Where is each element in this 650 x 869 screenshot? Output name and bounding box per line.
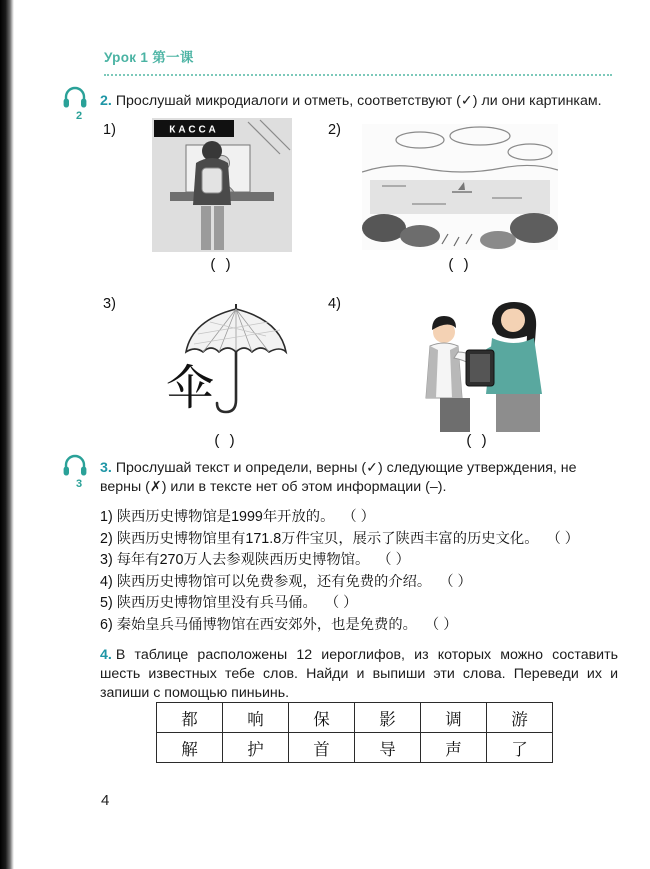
statement-text: 秦始皇兵马俑博物馆在西安郊外，也是免费的。 (116, 616, 417, 633)
table-cell: 响 (223, 703, 289, 733)
picture3-label: 3) (103, 296, 116, 312)
table-cell: 了 (487, 733, 553, 763)
statement-text: 陕西历史博物馆可以免费参观，还有免费的介绍。 (116, 573, 432, 590)
task4-instruction (100, 646, 618, 704)
statement-answer-brackets: （ ） (439, 573, 472, 590)
task4-text: В таблице расположены 12 иероглифов, из которых можно составить шесть известных тебе слов. Найди и выпиши эти слова. Переведи их и запиши с помощью пиньинь. (100, 647, 618, 702)
page-number: 4 (101, 792, 110, 809)
statement-row (100, 550, 630, 572)
umbrella-illustration (158, 294, 294, 432)
task2-instruction (100, 92, 618, 111)
statement-row (100, 615, 630, 637)
picture4-label: 4) (328, 296, 341, 312)
table-cell: 解 (157, 733, 223, 763)
headphones-icon (61, 452, 89, 477)
picture2-label: 2) (328, 122, 341, 138)
statement-row (100, 529, 630, 551)
statement-answer-brackets: （ ） (546, 530, 580, 547)
statement-answer-brackets: （ ） (342, 509, 375, 525)
picture4-answer-brackets: ( ) (466, 432, 490, 449)
book-binding-strip (0, 0, 14, 869)
headphones-icon (61, 84, 89, 109)
task4-number: 4. (100, 647, 112, 663)
kassa-sign: КАССА (169, 124, 219, 136)
table-row (157, 733, 553, 763)
statement-row (100, 593, 630, 615)
picture4-box (392, 288, 564, 437)
picture1-label: 1) (103, 122, 116, 138)
cashier-scene-illustration (152, 118, 292, 252)
table-cell: 影 (355, 703, 421, 733)
picture2-box (362, 124, 558, 255)
statement-answer-brackets: （ ） (377, 552, 410, 568)
table-cell: 护 (223, 733, 289, 763)
statement-label: 6) (100, 616, 113, 633)
picture3-box (158, 294, 294, 437)
statement-answer-brackets: （ ） (324, 595, 358, 611)
table-cell: 保 (289, 703, 355, 733)
audio-track-number: 2 (75, 110, 83, 122)
characters-table (156, 702, 553, 763)
statement-text: 陕西历史博物馆是1999年开放的。 (116, 509, 335, 525)
statement-label: 4) (100, 573, 113, 590)
umbrella-hanzi: 伞 (166, 360, 215, 416)
lesson-header (104, 46, 612, 76)
audio-badge-task3 (58, 452, 92, 490)
table-cell: 导 (355, 733, 421, 763)
audio-badge-task2 (58, 84, 92, 122)
landscape-illustration (362, 124, 558, 250)
task2-text: Прослушай микродиалоги и отметь, соответствуют (✓) ли они картинкам. (115, 93, 602, 109)
task2-number: 2. (100, 93, 112, 109)
statement-text: 陕西历史博物馆里有171.8万件宝贝，展示了陕西丰富的历史文化。 (116, 530, 539, 547)
picture1-box (152, 118, 292, 257)
picture2-answer-brackets: ( ) (448, 256, 472, 273)
statement-row (100, 507, 630, 529)
statement-label: 5) (100, 595, 113, 611)
statement-text: 陕西历史博物馆里没有兵马俑。 (116, 595, 317, 611)
lesson-title: Урок 1 第一课 (104, 50, 194, 65)
statement-row (100, 572, 630, 594)
task3-instruction (100, 459, 618, 497)
statement-label: 2) (100, 530, 113, 547)
picture3-answer-brackets: ( ) (214, 432, 238, 449)
table-cell: 都 (157, 703, 223, 733)
task3-text: Прослушай текст и определи, верны (✓) следующие утверждения, не верны (✗) или в тексте нет об этом информации (–). (100, 460, 577, 496)
people-with-tablet-illustration (392, 288, 564, 432)
table-cell: 首 (289, 733, 355, 763)
statement-text: 每年有270万人去参观陕西历史博物馆。 (116, 552, 370, 568)
table-cell: 声 (421, 733, 487, 763)
statement-label: 3) (100, 552, 113, 568)
statement-label: 1) (100, 509, 113, 525)
table-cell: 游 (487, 703, 553, 733)
task3-statements (100, 507, 630, 636)
statement-answer-brackets: （ ） (424, 616, 458, 633)
table-cell: 调 (421, 703, 487, 733)
picture1-answer-brackets: ( ) (210, 256, 234, 273)
table-row (157, 703, 553, 733)
audio-track-number: 3 (75, 478, 83, 490)
task3-number: 3. (100, 460, 112, 476)
